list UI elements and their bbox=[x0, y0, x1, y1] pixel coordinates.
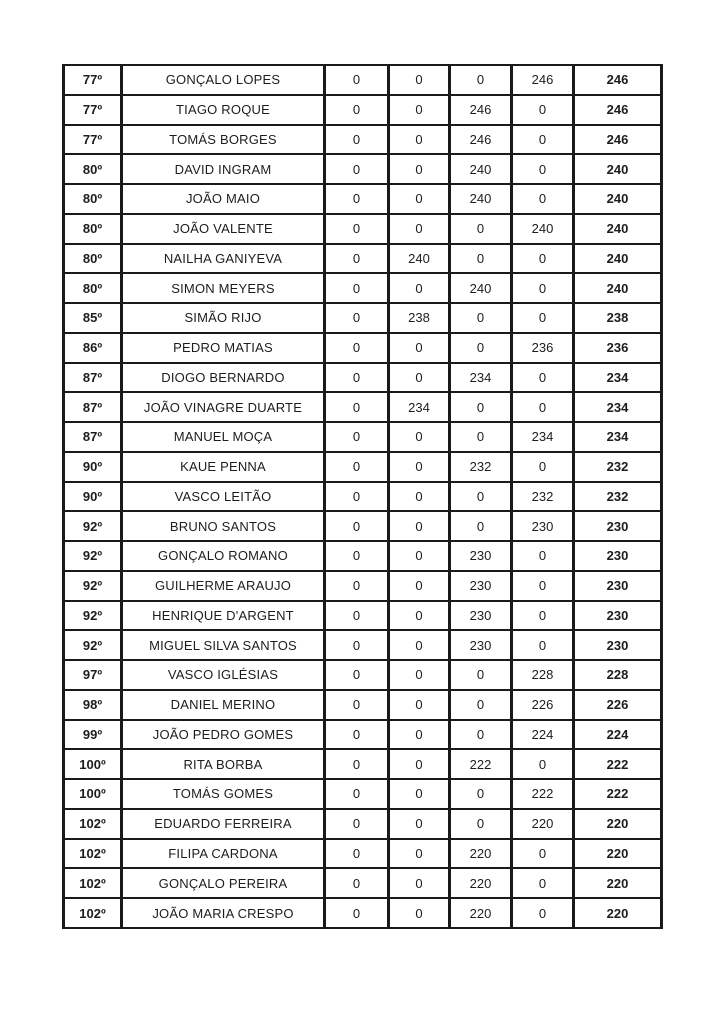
total-cell: 246 bbox=[574, 65, 662, 95]
rank-cell: 92º bbox=[64, 571, 122, 601]
player-name-cell: JOÃO VALENTE bbox=[122, 214, 325, 244]
score3-cell: 0 bbox=[450, 660, 512, 690]
player-name-cell: MIGUEL SILVA SANTOS bbox=[122, 630, 325, 660]
total-cell: 222 bbox=[574, 779, 662, 809]
score4-cell: 0 bbox=[512, 95, 574, 125]
score3-cell: 0 bbox=[450, 809, 512, 839]
rank-cell: 77º bbox=[64, 65, 122, 95]
score2-cell: 0 bbox=[389, 690, 450, 720]
score1-cell: 0 bbox=[325, 65, 389, 95]
score4-cell: 0 bbox=[512, 154, 574, 184]
score1-cell: 0 bbox=[325, 898, 389, 928]
score2-cell: 0 bbox=[389, 422, 450, 452]
total-cell: 224 bbox=[574, 720, 662, 750]
player-name-cell: JOÃO MARIA CRESPO bbox=[122, 898, 325, 928]
rank-cell: 90º bbox=[64, 452, 122, 482]
player-name-cell: SIMÃO RIJO bbox=[122, 303, 325, 333]
score2-cell: 0 bbox=[389, 511, 450, 541]
total-cell: 238 bbox=[574, 303, 662, 333]
score4-cell: 0 bbox=[512, 244, 574, 274]
table-row bbox=[64, 363, 662, 393]
score1-cell: 0 bbox=[325, 392, 389, 422]
score2-cell: 0 bbox=[389, 630, 450, 660]
score4-cell: 0 bbox=[512, 273, 574, 303]
score2-cell: 0 bbox=[389, 184, 450, 214]
score2-cell: 0 bbox=[389, 868, 450, 898]
total-cell: 228 bbox=[574, 660, 662, 690]
score3-cell: 0 bbox=[450, 690, 512, 720]
total-cell: 230 bbox=[574, 601, 662, 631]
total-cell: 236 bbox=[574, 333, 662, 363]
player-name-cell: DAVID INGRAM bbox=[122, 154, 325, 184]
score4-cell: 0 bbox=[512, 749, 574, 779]
score2-cell: 0 bbox=[389, 482, 450, 512]
score3-cell: 0 bbox=[450, 333, 512, 363]
score2-cell: 0 bbox=[389, 720, 450, 750]
rank-cell: 92º bbox=[64, 601, 122, 631]
table-row bbox=[64, 749, 662, 779]
score3-cell: 220 bbox=[450, 898, 512, 928]
score4-cell: 220 bbox=[512, 809, 574, 839]
score1-cell: 0 bbox=[325, 452, 389, 482]
player-name-cell: FILIPA CARDONA bbox=[122, 839, 325, 869]
score3-cell: 246 bbox=[450, 95, 512, 125]
score1-cell: 0 bbox=[325, 779, 389, 809]
rank-cell: 80º bbox=[64, 214, 122, 244]
score3-cell: 246 bbox=[450, 125, 512, 155]
score4-cell: 0 bbox=[512, 601, 574, 631]
table-row bbox=[64, 422, 662, 452]
table-row bbox=[64, 184, 662, 214]
player-name-cell: PEDRO MATIAS bbox=[122, 333, 325, 363]
table-row bbox=[64, 392, 662, 422]
score2-cell: 0 bbox=[389, 839, 450, 869]
total-cell: 246 bbox=[574, 125, 662, 155]
score1-cell: 0 bbox=[325, 244, 389, 274]
total-cell: 220 bbox=[574, 809, 662, 839]
score1-cell: 0 bbox=[325, 363, 389, 393]
score1-cell: 0 bbox=[325, 571, 389, 601]
table-row bbox=[64, 95, 662, 125]
table-row bbox=[64, 303, 662, 333]
player-name-cell: JOÃO MAIO bbox=[122, 184, 325, 214]
player-name-cell: BRUNO SANTOS bbox=[122, 511, 325, 541]
total-cell: 220 bbox=[574, 868, 662, 898]
table-row bbox=[64, 630, 662, 660]
score1-cell: 0 bbox=[325, 422, 389, 452]
score1-cell: 0 bbox=[325, 630, 389, 660]
ranking-table bbox=[62, 64, 663, 929]
total-cell: 234 bbox=[574, 363, 662, 393]
total-cell: 246 bbox=[574, 95, 662, 125]
score2-cell: 0 bbox=[389, 65, 450, 95]
score2-cell: 0 bbox=[389, 452, 450, 482]
score4-cell: 0 bbox=[512, 541, 574, 571]
score1-cell: 0 bbox=[325, 868, 389, 898]
score1-cell: 0 bbox=[325, 660, 389, 690]
rank-cell: 98º bbox=[64, 690, 122, 720]
score1-cell: 0 bbox=[325, 541, 389, 571]
player-name-cell: TOMÁS BORGES bbox=[122, 125, 325, 155]
score1-cell: 0 bbox=[325, 482, 389, 512]
total-cell: 226 bbox=[574, 690, 662, 720]
player-name-cell: GONÇALO LOPES bbox=[122, 65, 325, 95]
score1-cell: 0 bbox=[325, 184, 389, 214]
score4-cell: 246 bbox=[512, 65, 574, 95]
score1-cell: 0 bbox=[325, 511, 389, 541]
score4-cell: 236 bbox=[512, 333, 574, 363]
score1-cell: 0 bbox=[325, 749, 389, 779]
total-cell: 234 bbox=[574, 392, 662, 422]
score4-cell: 0 bbox=[512, 839, 574, 869]
player-name-cell: TIAGO ROQUE bbox=[122, 95, 325, 125]
player-name-cell: HENRIQUE D'ARGENT bbox=[122, 601, 325, 631]
total-cell: 240 bbox=[574, 184, 662, 214]
score2-cell: 238 bbox=[389, 303, 450, 333]
score2-cell: 0 bbox=[389, 363, 450, 393]
score3-cell: 230 bbox=[450, 630, 512, 660]
score4-cell: 230 bbox=[512, 511, 574, 541]
rank-cell: 87º bbox=[64, 363, 122, 393]
score2-cell: 0 bbox=[389, 779, 450, 809]
score2-cell: 240 bbox=[389, 244, 450, 274]
score4-cell: 0 bbox=[512, 452, 574, 482]
score2-cell: 0 bbox=[389, 809, 450, 839]
score1-cell: 0 bbox=[325, 303, 389, 333]
table-row bbox=[64, 720, 662, 750]
player-name-cell: VASCO IGLÉSIAS bbox=[122, 660, 325, 690]
table-row bbox=[64, 333, 662, 363]
score4-cell: 0 bbox=[512, 363, 574, 393]
rank-cell: 87º bbox=[64, 422, 122, 452]
score2-cell: 0 bbox=[389, 333, 450, 363]
score4-cell: 0 bbox=[512, 303, 574, 333]
score3-cell: 0 bbox=[450, 720, 512, 750]
ranking-table-body bbox=[64, 65, 662, 928]
table-row bbox=[64, 273, 662, 303]
score3-cell: 0 bbox=[450, 392, 512, 422]
rank-cell: 85º bbox=[64, 303, 122, 333]
rank-cell: 99º bbox=[64, 720, 122, 750]
score1-cell: 0 bbox=[325, 273, 389, 303]
rank-cell: 77º bbox=[64, 125, 122, 155]
score1-cell: 0 bbox=[325, 839, 389, 869]
rank-cell: 80º bbox=[64, 273, 122, 303]
table-row bbox=[64, 125, 662, 155]
player-name-cell: SIMON MEYERS bbox=[122, 273, 325, 303]
score3-cell: 0 bbox=[450, 303, 512, 333]
score3-cell: 230 bbox=[450, 541, 512, 571]
score1-cell: 0 bbox=[325, 214, 389, 244]
table-row bbox=[64, 541, 662, 571]
score3-cell: 230 bbox=[450, 571, 512, 601]
score4-cell: 226 bbox=[512, 690, 574, 720]
score4-cell: 0 bbox=[512, 125, 574, 155]
score2-cell: 0 bbox=[389, 898, 450, 928]
player-name-cell: VASCO LEITÃO bbox=[122, 482, 325, 512]
total-cell: 234 bbox=[574, 422, 662, 452]
player-name-cell: JOÃO PEDRO GOMES bbox=[122, 720, 325, 750]
rank-cell: 80º bbox=[64, 244, 122, 274]
score2-cell: 0 bbox=[389, 749, 450, 779]
score2-cell: 0 bbox=[389, 571, 450, 601]
table-row bbox=[64, 601, 662, 631]
rank-cell: 87º bbox=[64, 392, 122, 422]
player-name-cell: EDUARDO FERREIRA bbox=[122, 809, 325, 839]
rank-cell: 102º bbox=[64, 898, 122, 928]
table-row bbox=[64, 868, 662, 898]
rank-cell: 86º bbox=[64, 333, 122, 363]
total-cell: 240 bbox=[574, 244, 662, 274]
rank-cell: 100º bbox=[64, 779, 122, 809]
table-row bbox=[64, 452, 662, 482]
rank-cell: 77º bbox=[64, 95, 122, 125]
score1-cell: 0 bbox=[325, 601, 389, 631]
score3-cell: 230 bbox=[450, 601, 512, 631]
score3-cell: 240 bbox=[450, 154, 512, 184]
score3-cell: 232 bbox=[450, 452, 512, 482]
table-row bbox=[64, 244, 662, 274]
rank-cell: 90º bbox=[64, 482, 122, 512]
table-row bbox=[64, 690, 662, 720]
score3-cell: 240 bbox=[450, 273, 512, 303]
score1-cell: 0 bbox=[325, 809, 389, 839]
rank-cell: 92º bbox=[64, 511, 122, 541]
rank-cell: 100º bbox=[64, 749, 122, 779]
total-cell: 240 bbox=[574, 273, 662, 303]
rank-cell: 102º bbox=[64, 868, 122, 898]
score3-cell: 0 bbox=[450, 422, 512, 452]
score3-cell: 0 bbox=[450, 511, 512, 541]
table-row bbox=[64, 898, 662, 928]
table-row bbox=[64, 571, 662, 601]
total-cell: 230 bbox=[574, 630, 662, 660]
score1-cell: 0 bbox=[325, 95, 389, 125]
rank-cell: 92º bbox=[64, 541, 122, 571]
rank-cell: 80º bbox=[64, 154, 122, 184]
player-name-cell: DANIEL MERINO bbox=[122, 690, 325, 720]
score4-cell: 0 bbox=[512, 571, 574, 601]
score4-cell: 240 bbox=[512, 214, 574, 244]
player-name-cell: DIOGO BERNARDO bbox=[122, 363, 325, 393]
score3-cell: 222 bbox=[450, 749, 512, 779]
score4-cell: 234 bbox=[512, 422, 574, 452]
score1-cell: 0 bbox=[325, 125, 389, 155]
table-row bbox=[64, 779, 662, 809]
player-name-cell: JOÃO VINAGRE DUARTE bbox=[122, 392, 325, 422]
total-cell: 220 bbox=[574, 898, 662, 928]
score4-cell: 0 bbox=[512, 392, 574, 422]
rank-cell: 102º bbox=[64, 839, 122, 869]
score2-cell: 0 bbox=[389, 273, 450, 303]
rank-cell: 92º bbox=[64, 630, 122, 660]
table-row bbox=[64, 511, 662, 541]
total-cell: 230 bbox=[574, 511, 662, 541]
rank-cell: 80º bbox=[64, 184, 122, 214]
score4-cell: 224 bbox=[512, 720, 574, 750]
score4-cell: 232 bbox=[512, 482, 574, 512]
player-name-cell: GONÇALO PEREIRA bbox=[122, 868, 325, 898]
score3-cell: 0 bbox=[450, 244, 512, 274]
score4-cell: 0 bbox=[512, 898, 574, 928]
table-row bbox=[64, 154, 662, 184]
table-row bbox=[64, 65, 662, 95]
score2-cell: 0 bbox=[389, 660, 450, 690]
score2-cell: 0 bbox=[389, 125, 450, 155]
score4-cell: 0 bbox=[512, 630, 574, 660]
total-cell: 240 bbox=[574, 154, 662, 184]
table-row bbox=[64, 809, 662, 839]
player-name-cell: MANUEL MOÇA bbox=[122, 422, 325, 452]
score3-cell: 0 bbox=[450, 779, 512, 809]
total-cell: 232 bbox=[574, 482, 662, 512]
score1-cell: 0 bbox=[325, 154, 389, 184]
score4-cell: 222 bbox=[512, 779, 574, 809]
player-name-cell: RITA BORBA bbox=[122, 749, 325, 779]
score1-cell: 0 bbox=[325, 333, 389, 363]
score3-cell: 240 bbox=[450, 184, 512, 214]
player-name-cell: GUILHERME ARAUJO bbox=[122, 571, 325, 601]
player-name-cell: GONÇALO ROMANO bbox=[122, 541, 325, 571]
score3-cell: 220 bbox=[450, 868, 512, 898]
total-cell: 232 bbox=[574, 452, 662, 482]
score3-cell: 0 bbox=[450, 482, 512, 512]
total-cell: 230 bbox=[574, 571, 662, 601]
total-cell: 220 bbox=[574, 839, 662, 869]
table-row bbox=[64, 482, 662, 512]
score2-cell: 0 bbox=[389, 541, 450, 571]
total-cell: 240 bbox=[574, 214, 662, 244]
score2-cell: 0 bbox=[389, 154, 450, 184]
rank-cell: 97º bbox=[64, 660, 122, 690]
score4-cell: 228 bbox=[512, 660, 574, 690]
player-name-cell: KAUE PENNA bbox=[122, 452, 325, 482]
rank-cell: 102º bbox=[64, 809, 122, 839]
total-cell: 222 bbox=[574, 749, 662, 779]
score2-cell: 0 bbox=[389, 601, 450, 631]
total-cell: 230 bbox=[574, 541, 662, 571]
score3-cell: 0 bbox=[450, 214, 512, 244]
player-name-cell: NAILHA GANIYEVA bbox=[122, 244, 325, 274]
table-row bbox=[64, 839, 662, 869]
score3-cell: 234 bbox=[450, 363, 512, 393]
score3-cell: 0 bbox=[450, 65, 512, 95]
score2-cell: 0 bbox=[389, 95, 450, 125]
table-row bbox=[64, 660, 662, 690]
score2-cell: 234 bbox=[389, 392, 450, 422]
player-name-cell: TOMÁS GOMES bbox=[122, 779, 325, 809]
score1-cell: 0 bbox=[325, 690, 389, 720]
score1-cell: 0 bbox=[325, 720, 389, 750]
score4-cell: 0 bbox=[512, 868, 574, 898]
score2-cell: 0 bbox=[389, 214, 450, 244]
score4-cell: 0 bbox=[512, 184, 574, 214]
score3-cell: 220 bbox=[450, 839, 512, 869]
table-row bbox=[64, 214, 662, 244]
